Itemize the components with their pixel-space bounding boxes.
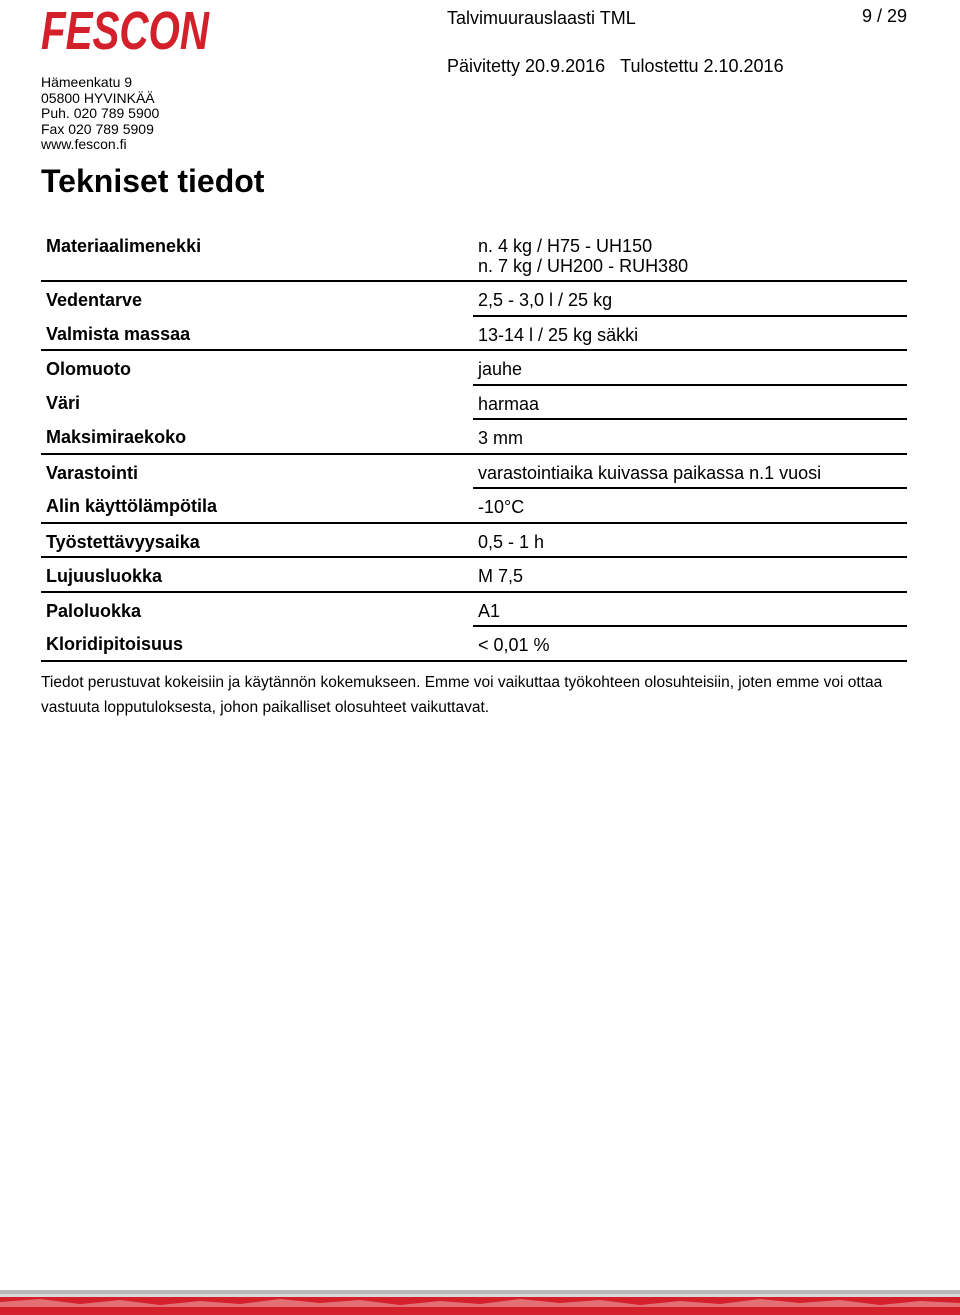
address-phone: Puh. 020 789 5900 (41, 105, 160, 122)
printed-date: Tulostettu 2.10.2016 (620, 56, 784, 76)
spec-label: Työstettävyysaika (41, 523, 473, 558)
spec-row (41, 592, 907, 627)
spec-row (41, 316, 907, 351)
address-web-link[interactable]: www.fescon.fi (41, 136, 127, 153)
fescon-logo-graphic (41, 1, 211, 61)
spec-label: Kloridipitoisuus (41, 626, 473, 661)
spec-value-line: n. 7 kg / UH200 - RUH380 (478, 256, 689, 276)
section-title: Tekniset tiedot (41, 163, 265, 199)
spec-value (473, 230, 907, 281)
spec-row (41, 281, 907, 316)
spec-value: jauhe (473, 350, 907, 385)
spec-label: Väri (46, 392, 81, 413)
spec-value: -10°C (473, 488, 907, 523)
address-street: Hämeenkatu 9 (41, 74, 133, 90)
updated-date: Päivitetty 20.9.2016 (447, 56, 606, 76)
spec-label: Maksimiraekoko (41, 419, 473, 454)
spec-row (41, 454, 907, 489)
page-number: 9 / 29 (861, 6, 907, 26)
footer-pattern (0, 1290, 960, 1315)
spec-label: Olomuoto (46, 359, 131, 379)
document-title: Talvimuurauslaasti TML (447, 8, 636, 28)
spec-label: Vedentarve (46, 290, 143, 310)
spec-row (41, 419, 907, 454)
spec-label: Varastointi (46, 462, 139, 483)
spec-label: Valmista massaa (41, 316, 473, 351)
spec-label: Alin käyttölämpötila (41, 488, 473, 523)
spec-row (41, 385, 907, 420)
company-address (41, 75, 159, 153)
spec-row (41, 557, 907, 592)
spec-value: 3 mm (473, 419, 907, 454)
address-fax: Fax 020 789 5909 (41, 120, 154, 137)
logo-wordmark: FESCON (41, 1, 210, 61)
spec-value: varastointiaika kuivassa paikassa n.1 vuosi (473, 454, 907, 489)
spec-row (41, 350, 907, 385)
footer-decorative-band (0, 1290, 960, 1315)
spec-value: 13-14 l / 25 kg säkki (473, 316, 907, 351)
spec-value: 0,5 - 1 h (473, 523, 907, 558)
spec-row (41, 523, 907, 558)
fescon-logo (41, 1, 211, 61)
spec-label: Materiaalimenekki (41, 230, 473, 281)
spec-value: < 0,01 % (473, 626, 907, 661)
spec-value-line: n. 4 kg / H75 - UH150 (478, 236, 653, 256)
spec-value: harmaa (473, 385, 907, 420)
spec-value: 2,5 - 3,0 l / 25 kg (473, 281, 907, 316)
technical-specs-table (41, 230, 907, 662)
spec-row (41, 488, 907, 523)
spec-label: Lujuusluokka (41, 557, 473, 592)
document-dates (447, 56, 784, 77)
spec-row (41, 626, 907, 661)
disclaimer-note: Tiedot perustuvat kokeisiin ja käytännön kokemukseen. Emme voi vaikuttaa työkohteen olosuhteisiin, joten emme voi ottaa vastuuta lopputuloksesta, johon paikalliset olosuhteet vaikuttavat. (41, 674, 883, 716)
spec-value: A1 (473, 592, 907, 627)
spec-row (41, 230, 907, 281)
address-city: 05800 HYVINKÄÄ (41, 89, 155, 106)
spec-label: Paloluokka (46, 600, 142, 621)
spec-value: M 7,5 (473, 557, 907, 592)
